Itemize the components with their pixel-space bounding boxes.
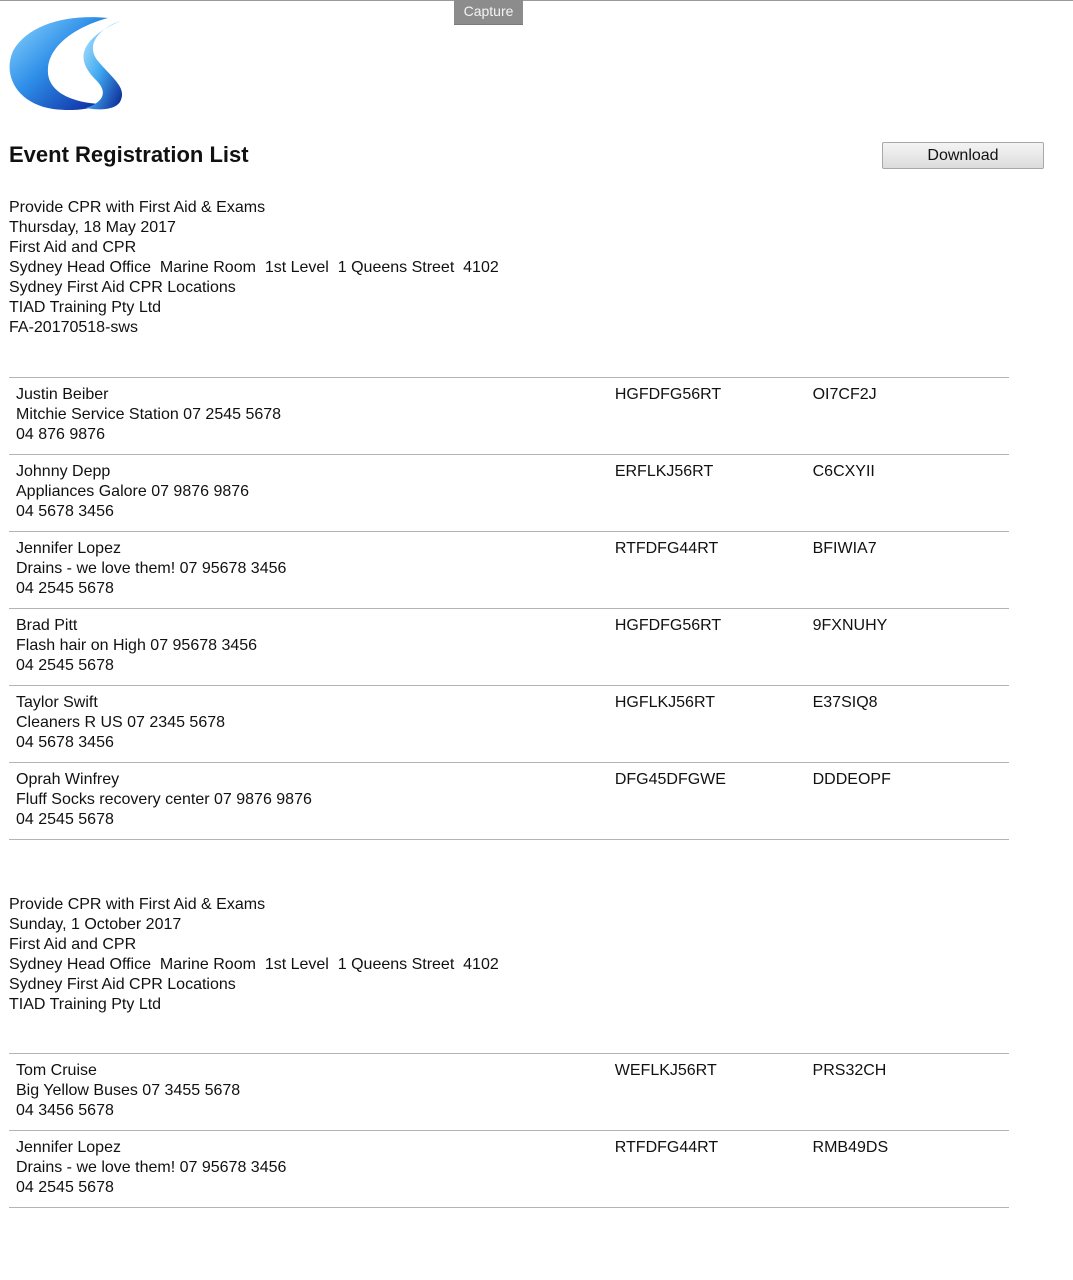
table-row bbox=[9, 763, 1009, 840]
person-cell bbox=[9, 686, 615, 763]
person-mobile: 04 3456 5678 bbox=[16, 1102, 114, 1119]
person-name: Jennifer Lopez bbox=[16, 540, 121, 557]
voucher-code: HGFDFG56RT bbox=[614, 617, 722, 634]
table-row bbox=[9, 378, 1009, 455]
top-border bbox=[0, 0, 1073, 1]
event-location-group: Sydney First Aid CPR Locations bbox=[9, 279, 236, 296]
event-details bbox=[9, 895, 1009, 1015]
booking-ref: DDDEOPF bbox=[812, 771, 891, 788]
event-course: Provide CPR with First Aid & Exams bbox=[9, 199, 266, 216]
person-mobile: 04 2545 5678 bbox=[16, 811, 114, 828]
person-company: Cleaners R US 07 2345 5678 bbox=[16, 714, 226, 731]
person-cell bbox=[9, 763, 615, 840]
person-cell bbox=[9, 1131, 615, 1208]
voucher-code: HGFLKJ56RT bbox=[614, 694, 715, 711]
person-name: Tom Cruise bbox=[16, 1062, 97, 1079]
booking-ref: RMB49DS bbox=[812, 1139, 889, 1156]
booking-ref: BFIWIA7 bbox=[812, 540, 877, 557]
person-mobile: 04 2545 5678 bbox=[16, 580, 114, 597]
booking-ref: PRS32CH bbox=[812, 1062, 887, 1079]
event-provider: TIAD Training Pty Ltd bbox=[9, 996, 162, 1013]
person-mobile: 04 5678 3456 bbox=[16, 734, 114, 751]
person-company: Fluff Socks recovery center 07 9876 9876 bbox=[16, 791, 312, 808]
event-code: FA-20170518-sws bbox=[9, 319, 138, 336]
voucher-code: DFG45DFGWE bbox=[614, 771, 726, 788]
person-cell bbox=[9, 1054, 615, 1131]
person-name: Oprah Winfrey bbox=[16, 771, 120, 788]
event-date: Sunday, 1 October 2017 bbox=[9, 916, 182, 933]
event-category: First Aid and CPR bbox=[9, 936, 137, 953]
event-section bbox=[9, 895, 1009, 1208]
voucher-code: RTFDFG44RT bbox=[614, 1139, 719, 1156]
person-company: Drains - we love them! 07 95678 3456 bbox=[16, 1159, 287, 1176]
voucher-code: RTFDFG44RT bbox=[614, 540, 719, 557]
company-logo bbox=[8, 16, 128, 111]
capture-tab[interactable]: Capture bbox=[454, 0, 523, 25]
person-cell bbox=[9, 455, 615, 532]
person-mobile: 04 2545 5678 bbox=[16, 657, 114, 674]
person-cell bbox=[9, 378, 615, 455]
booking-ref: OI7CF2J bbox=[812, 386, 877, 403]
table-row bbox=[9, 455, 1009, 532]
person-mobile: 04 5678 3456 bbox=[16, 503, 114, 520]
person-company: Drains - we love them! 07 95678 3456 bbox=[16, 560, 287, 577]
voucher-code: HGFDFG56RT bbox=[614, 386, 722, 403]
event-category: First Aid and CPR bbox=[9, 239, 137, 256]
event-date: Thursday, 18 May 2017 bbox=[9, 219, 176, 236]
event-provider: TIAD Training Pty Ltd bbox=[9, 299, 162, 316]
event-section bbox=[9, 198, 1009, 840]
booking-ref: E37SIQ8 bbox=[812, 694, 878, 711]
person-name: Taylor Swift bbox=[16, 694, 98, 711]
event-location-group: Sydney First Aid CPR Locations bbox=[9, 976, 236, 993]
person-name: Justin Beiber bbox=[16, 386, 109, 403]
person-name: Johnny Depp bbox=[16, 463, 111, 480]
table-row bbox=[9, 532, 1009, 609]
page-title: Event Registration List bbox=[9, 142, 249, 167]
event-course: Provide CPR with First Aid & Exams bbox=[9, 896, 266, 913]
person-cell bbox=[9, 532, 615, 609]
person-company: Big Yellow Buses 07 3455 5678 bbox=[16, 1082, 241, 1099]
person-mobile: 04 2545 5678 bbox=[16, 1179, 114, 1196]
table-row bbox=[9, 1054, 1009, 1131]
person-company: Mitchie Service Station 07 2545 5678 bbox=[16, 406, 282, 423]
person-company: Appliances Galore 07 9876 9876 bbox=[16, 483, 250, 500]
person-company: Flash hair on High 07 95678 3456 bbox=[16, 637, 258, 654]
voucher-code: ERFLKJ56RT bbox=[614, 463, 714, 480]
person-name: Jennifer Lopez bbox=[16, 1139, 121, 1156]
person-cell bbox=[9, 609, 615, 686]
table-row bbox=[9, 1131, 1009, 1208]
download-button[interactable]: Download bbox=[882, 142, 1044, 169]
booking-ref: 9FXNUHY bbox=[812, 617, 888, 634]
registration-table bbox=[9, 377, 1009, 840]
booking-ref: C6CXYII bbox=[812, 463, 875, 480]
voucher-code: WEFLKJ56RT bbox=[614, 1062, 717, 1079]
table-row bbox=[9, 609, 1009, 686]
event-details bbox=[9, 198, 1009, 338]
person-name: Brad Pitt bbox=[16, 617, 78, 634]
person-mobile: 04 876 9876 bbox=[16, 426, 105, 443]
event-venue: Sydney Head Office Marine Room 1st Level 1 Queens Street 4102 bbox=[9, 259, 499, 276]
event-venue: Sydney Head Office Marine Room 1st Level 1 Queens Street 4102 bbox=[9, 956, 499, 973]
table-row bbox=[9, 686, 1009, 763]
registration-table bbox=[9, 1053, 1009, 1208]
